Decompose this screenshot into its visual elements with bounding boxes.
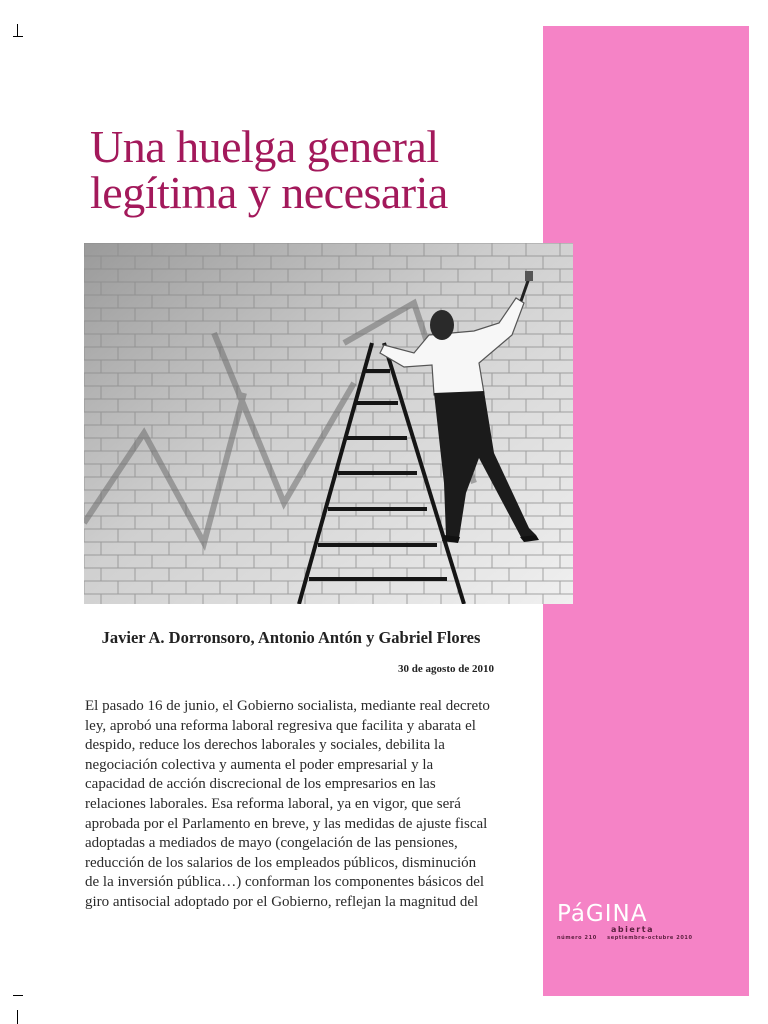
magazine-name: PáGINA: [557, 901, 648, 927]
article-body: [85, 697, 505, 913]
body-line: despido, reduce los derechos laborales y sociales, debilita la: [85, 737, 445, 754]
article-date: 30 de agosto de 2010: [398, 663, 494, 675]
body-line: relaciones laborales. Esa reforma laboral, ya en vigor, que será: [85, 795, 461, 812]
body-line: reducción de los salarios de los empleados públicos, disminución: [85, 854, 477, 871]
issue-period: septiembre-octubre 2010: [607, 935, 693, 941]
body-line: negociación colectiva y aumenta el poder empresarial y la: [85, 756, 434, 773]
body-line: capacidad de acción discrecional de los empresarios en las: [85, 776, 436, 793]
magazine-subtitle: abierta: [611, 925, 654, 934]
issue-number: número 210: [557, 935, 597, 941]
article-photo: [84, 243, 573, 604]
body-line: adoptadas a mediados de mayo (congelación de las pensiones,: [85, 835, 458, 852]
crop-mark-top-horizontal: [13, 36, 23, 37]
magazine-issue-info: [557, 935, 693, 941]
crop-mark-top-vertical: [17, 24, 18, 36]
article-title-line: legítima y necesaria: [90, 167, 448, 218]
man-on-ladder-illustration: [84, 243, 573, 604]
crop-mark-bottom-horizontal: [13, 995, 23, 996]
article-authors: Javier A. Dorronsoro, Antonio Antón y Gabriel Flores: [101, 628, 481, 647]
crop-mark-bottom-vertical: [17, 1010, 18, 1024]
body-line: ley, aprobó una reforma laboral regresiva que facilita y abarata el: [85, 717, 476, 734]
body-line: giro antisocial adoptado por el Gobierno, reflejan la magnitud del: [85, 893, 479, 910]
magazine-logo: [557, 901, 737, 941]
magazine-side-band: [543, 26, 749, 996]
body-line: El pasado 16 de junio, el Gobierno socialista, mediante real decreto: [85, 698, 490, 714]
article-title: [90, 121, 540, 218]
body-line: aprobada por el Parlamento en breve, y las medidas de ajuste fiscal: [85, 815, 488, 832]
body-line: de la inversión pública…) conforman los componentes básicos del: [85, 874, 485, 891]
article-title-line: Una huelga general: [90, 121, 439, 172]
